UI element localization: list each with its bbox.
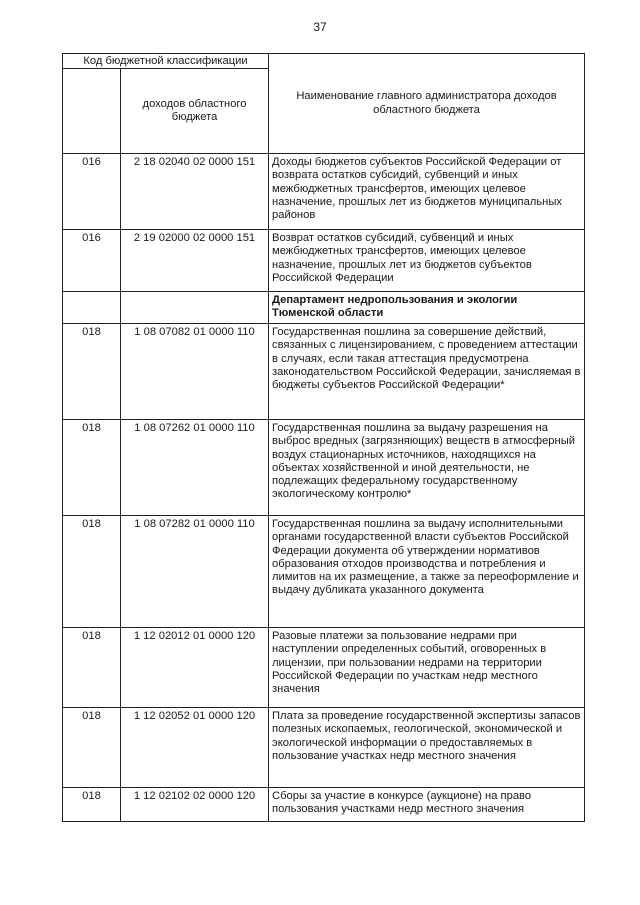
admin-code-cell: 018 (63, 788, 121, 822)
table-row (63, 420, 585, 516)
table-row (63, 628, 585, 708)
header-income-code: доходов областного бюджета (121, 69, 269, 154)
admin-code-cell: 018 (63, 324, 121, 420)
table-row (63, 324, 585, 420)
budget-classification-table (62, 53, 585, 822)
admin-code-cell: 018 (63, 420, 121, 516)
header-admin-code-cell (63, 69, 121, 154)
income-code-cell: 1 08 07262 01 0000 110 (121, 420, 269, 516)
page-number: 37 (313, 20, 327, 34)
admin-code-cell: 016 (63, 230, 121, 292)
department-empty-cell (63, 292, 121, 324)
income-name-cell: Возврат остатков субсидий, субвенций и иных межбюджетных трансфертов, имеющих целевое назначение, прошлых лет из бюджетов субъектов Российской Федерации (269, 230, 585, 292)
income-name-cell: Доходы бюджетов субъектов Российской Федерации от возврата остатков субсидий, субвенций и иных межбюджетных трансфертов, имеющих целевое назначение, прошлых лет из бюджетов муниципальных районов (269, 154, 585, 230)
admin-code-cell: 018 (63, 628, 121, 708)
income-name-cell: Плата за проведение государственной экспертизы запасов полезных ископаемых, геологической, экономической и экологической информации о предоставляемых в пользование участках недр местного значения (269, 708, 585, 788)
income-code-cell: 2 19 02000 02 0000 151 (121, 230, 269, 292)
income-name-cell: Государственная пошлина за совершение действий, связанных с лицензированием, с проведением аттестации в случаях, если такая аттестация предусмотрена законодательством Российской Федерации, зачисляемая в бюджеты субъектов Российской Федерации* (269, 324, 585, 420)
header-budget-classification-code: Код бюджетной классификации (63, 54, 269, 69)
income-code-cell: 1 08 07082 01 0000 110 (121, 324, 269, 420)
table-row (63, 154, 585, 230)
income-code-cell: 1 12 02052 01 0000 120 (121, 708, 269, 788)
department-row (63, 292, 585, 324)
table-header-row-1 (63, 54, 585, 69)
income-name-cell: Разовые платежи за пользование недрами при наступлении определенных событий, оговоренных в лицензии, при пользовании недрами на территории Российской Федерации по участкам недр местного значения (269, 628, 585, 708)
income-name-cell: Государственная пошлина за выдачу исполнительными органами государственной власти субъектов Российской Федерации документа об утверждении нормативов образования отходов производства и потребления и лимитов на их размещение, а также за переоформление и выдачу дубликата указанного документа (269, 516, 585, 628)
department-name: Департамент недропользования и экологии Тюменской области (269, 292, 585, 324)
income-name-cell: Сборы за участие в конкурсе (аукционе) на право пользования участками недр местного значения (269, 788, 585, 822)
table-row (63, 788, 585, 822)
table-row (63, 230, 585, 292)
admin-code-cell: 018 (63, 516, 121, 628)
income-code-cell: 1 12 02012 01 0000 120 (121, 628, 269, 708)
income-code-cell: 1 08 07282 01 0000 110 (121, 516, 269, 628)
header-administrator-name: Наименование главного администратора доходов областного бюджета (269, 54, 585, 154)
department-empty-cell (121, 292, 269, 324)
income-name-cell: Государственная пошлина за выдачу разрешения на выброс вредных (загрязняющих) веществ в атмосферный воздух стационарных источников, находящихся на объектах хозяйственной и иной деятельности, не подлежащих федеральному государственному экологическому контролю* (269, 420, 585, 516)
table-row (63, 516, 585, 628)
income-code-cell: 1 12 02102 02 0000 120 (121, 788, 269, 822)
admin-code-cell: 018 (63, 708, 121, 788)
table-row (63, 708, 585, 788)
income-code-cell: 2 18 02040 02 0000 151 (121, 154, 269, 230)
admin-code-cell: 016 (63, 154, 121, 230)
